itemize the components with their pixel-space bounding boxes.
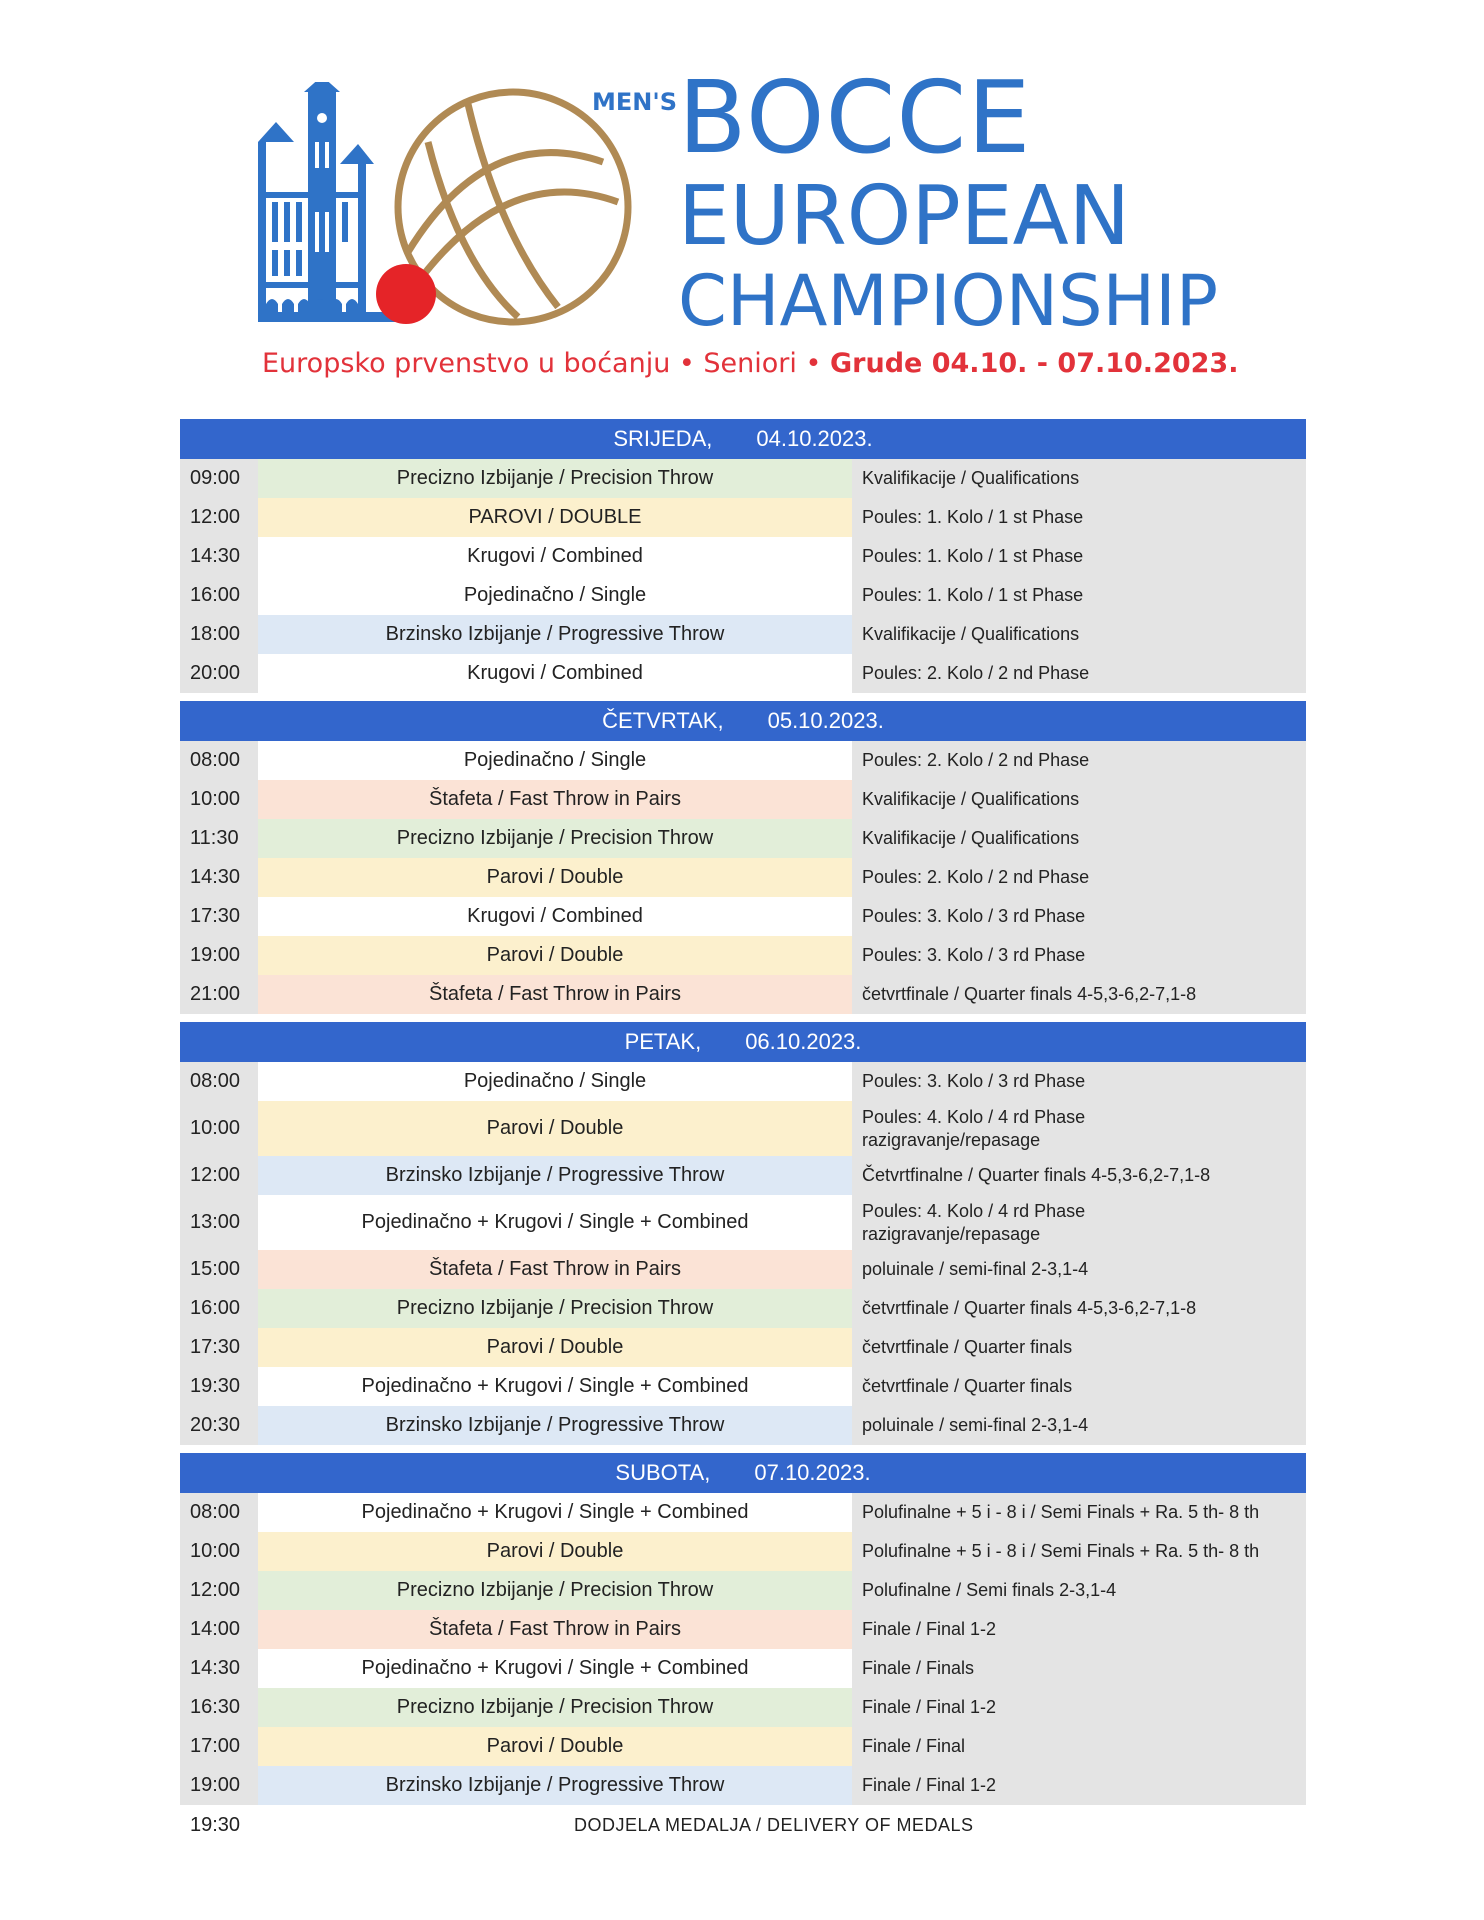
- row-phase: [852, 741, 1306, 780]
- row-phase-line: Poules: 1. Kolo / 1 st Phase: [862, 546, 1084, 566]
- row-phase-line: Poules: 3. Kolo / 3 rd Phase: [862, 945, 1086, 965]
- row-time: 12:00: [180, 1571, 258, 1610]
- schedule-row: [180, 975, 1306, 1014]
- row-phase: [852, 1195, 1306, 1250]
- title-line-1: BOCCE: [678, 59, 1032, 176]
- schedule-row: [180, 1250, 1306, 1289]
- row-phase-line: Kvalifikacije / Qualifications: [862, 624, 1080, 644]
- day-name: SUBOTA,: [615, 1460, 711, 1485]
- row-event: Pojedinačno + Krugovi / Single + Combined: [258, 1649, 852, 1688]
- row-phase: [852, 1688, 1306, 1727]
- schedule-row: [180, 1532, 1306, 1571]
- row-phase-line: Kvalifikacije / Qualifications: [862, 789, 1080, 809]
- row-phase-line: Poules: 4. Kolo / 4 rd Phase: [862, 1200, 1086, 1221]
- medals-row: [180, 1805, 1306, 1845]
- row-phase: [852, 858, 1306, 897]
- row-phase: [852, 1532, 1306, 1571]
- schedule-row: [180, 1101, 1306, 1156]
- row-event: Brzinsko Izbijanje / Progressive Throw: [258, 615, 852, 654]
- row-phase-line: Poules: 3. Kolo / 3 rd Phase: [862, 1071, 1086, 1091]
- row-phase: [852, 615, 1306, 654]
- row-time: 13:00: [180, 1195, 258, 1250]
- row-phase: [852, 1406, 1306, 1445]
- row-phase: [852, 1328, 1306, 1367]
- row-phase: [852, 1156, 1306, 1195]
- row-phase: [852, 576, 1306, 615]
- schedule-row: [180, 576, 1306, 615]
- schedule-table: [180, 419, 1306, 1845]
- row-time: 19:00: [180, 936, 258, 975]
- schedule-row: [180, 1571, 1306, 1610]
- row-event: Krugovi / Combined: [258, 897, 852, 936]
- row-phase: [852, 1493, 1306, 1532]
- row-time: 16:30: [180, 1688, 258, 1727]
- row-event: Precizno Izbijanje / Precision Throw: [258, 819, 852, 858]
- row-event: Pojedinačno / Single: [258, 1062, 852, 1101]
- row-event: Krugovi / Combined: [258, 654, 852, 693]
- row-time: 16:00: [180, 1289, 258, 1328]
- row-event: Pojedinačno / Single: [258, 741, 852, 780]
- row-time: 10:00: [180, 780, 258, 819]
- day-date: 07.10.2023.: [754, 1460, 871, 1485]
- row-time: 21:00: [180, 975, 258, 1014]
- row-time: 12:00: [180, 498, 258, 537]
- day-header: [180, 1022, 1306, 1062]
- row-time: 08:00: [180, 1493, 258, 1532]
- row-time: 08:00: [180, 1062, 258, 1101]
- row-phase-line: Poules: 4. Kolo / 4 rd Phase: [862, 1106, 1086, 1127]
- row-time: 14:00: [180, 1610, 258, 1649]
- row-phase-line: Polufinalne + 5 i - 8 i / Semi Finals + Ra. 5 th- 8 th: [862, 1502, 1260, 1522]
- row-time: 14:30: [180, 858, 258, 897]
- row-phase: [852, 1571, 1306, 1610]
- schedule-row: [180, 1727, 1306, 1766]
- subtitle-dates: Grude 04.10. - 07.10.2023.: [830, 348, 1239, 379]
- row-event: Štafeta / Fast Throw in Pairs: [258, 780, 852, 819]
- row-phase-line: Poules: 2. Kolo / 2 nd Phase: [862, 663, 1090, 683]
- row-phase-line: poluinale / semi-final 2-3,1-4: [862, 1259, 1089, 1279]
- row-phase-line-2: razigravanje/repasage: [862, 1223, 1041, 1244]
- day-date: 06.10.2023.: [745, 1029, 862, 1054]
- day-name: ČETVRTAK,: [602, 708, 724, 733]
- day-name: SRIJEDA,: [613, 426, 713, 451]
- row-phase-line: četvrtfinale / Quarter finals 4-5,3-6,2-7,1-8: [862, 1298, 1197, 1318]
- mens-label: MEN'S: [592, 88, 677, 116]
- row-phase: [852, 1289, 1306, 1328]
- row-phase-line: Poules: 2. Kolo / 2 nd Phase: [862, 867, 1090, 887]
- schedule-row: [180, 1328, 1306, 1367]
- row-time: 14:30: [180, 537, 258, 576]
- schedule-row: [180, 498, 1306, 537]
- row-time: 11:30: [180, 819, 258, 858]
- schedule-row: [180, 654, 1306, 693]
- row-phase-line: Kvalifikacije / Qualifications: [862, 468, 1080, 488]
- schedule-row: [180, 819, 1306, 858]
- row-phase-line: Polufinalne / Semi finals 2-3,1-4: [862, 1580, 1117, 1600]
- schedule-row: [180, 1367, 1306, 1406]
- row-event: Brzinsko Izbijanje / Progressive Throw: [258, 1406, 852, 1445]
- row-time: 19:30: [180, 1367, 258, 1406]
- row-phase-line: Finale / Final: [862, 1736, 966, 1756]
- row-phase: [852, 654, 1306, 693]
- row-phase-line: Polufinalne + 5 i - 8 i / Semi Finals + Ra. 5 th- 8 th: [862, 1541, 1260, 1561]
- row-phase: [852, 936, 1306, 975]
- row-event: Parovi / Double: [258, 1727, 852, 1766]
- row-time: 14:30: [180, 1649, 258, 1688]
- schedule-row: [180, 897, 1306, 936]
- medals-text: DODJELA MEDALJA / DELIVERY OF MEDALS: [574, 1814, 974, 1835]
- row-phase: [852, 1766, 1306, 1805]
- row-event: Parovi / Double: [258, 1532, 852, 1571]
- row-phase-line: Kvalifikacije / Qualifications: [862, 828, 1080, 848]
- row-time: 12:00: [180, 1156, 258, 1195]
- row-phase-line: Finale / Final 1-2: [862, 1775, 997, 1795]
- row-time: 10:00: [180, 1532, 258, 1571]
- row-event: Štafeta / Fast Throw in Pairs: [258, 975, 852, 1014]
- schedule-row: [180, 1195, 1306, 1250]
- row-event: Precizno Izbijanje / Precision Throw: [258, 1289, 852, 1328]
- row-time: 08:00: [180, 741, 258, 780]
- day-gap: [180, 1014, 1306, 1022]
- row-event: Pojedinačno + Krugovi / Single + Combined: [258, 1493, 852, 1532]
- schedule-row: [180, 858, 1306, 897]
- row-event: Precizno Izbijanje / Precision Throw: [258, 1688, 852, 1727]
- row-phase: [852, 897, 1306, 936]
- row-event: Precizno Izbijanje / Precision Throw: [258, 459, 852, 498]
- header: [0, 0, 1484, 400]
- row-time: 20:00: [180, 654, 258, 693]
- row-time: 10:00: [180, 1101, 258, 1156]
- row-phase: [852, 1250, 1306, 1289]
- schedule-row: [180, 741, 1306, 780]
- day-header: [180, 1453, 1306, 1493]
- row-phase-line: Finale / Finals: [862, 1658, 975, 1678]
- schedule-row: [180, 537, 1306, 576]
- row-time: 09:00: [180, 459, 258, 498]
- day-gap: [180, 693, 1306, 701]
- row-phase: [852, 498, 1306, 537]
- row-event: Pojedinačno + Krugovi / Single + Combined: [258, 1195, 852, 1250]
- row-event: Parovi / Double: [258, 858, 852, 897]
- row-event: Štafeta / Fast Throw in Pairs: [258, 1250, 852, 1289]
- row-event: PAROVI / DOUBLE: [258, 498, 852, 537]
- day-header: [180, 701, 1306, 741]
- row-event: Krugovi / Combined: [258, 537, 852, 576]
- row-phase-line: Četvrtfinalne / Quarter finals 4-5,3-6,2-7,1-8: [862, 1165, 1211, 1185]
- row-phase: [852, 1727, 1306, 1766]
- schedule-row: [180, 1062, 1306, 1101]
- schedule-row: [180, 615, 1306, 654]
- day-date: 04.10.2023.: [756, 426, 873, 451]
- row-time: 16:00: [180, 576, 258, 615]
- row-phase-line: Finale / Final 1-2: [862, 1697, 997, 1717]
- row-event: Parovi / Double: [258, 1101, 852, 1156]
- schedule-row: [180, 1156, 1306, 1195]
- day-gap: [180, 1445, 1306, 1453]
- row-event: Pojedinačno / Single: [258, 576, 852, 615]
- row-phase-line: četvrtfinale / Quarter finals 4-5,3-6,2-7,1-8: [862, 984, 1197, 1004]
- title-line-2: EUROPEAN: [678, 169, 1131, 264]
- title-line-3: CHAMPIONSHIP: [678, 260, 1219, 342]
- subtitle-text: Europsko prvenstvo u boćanju • Seniori •: [262, 348, 830, 379]
- row-phase: [852, 537, 1306, 576]
- row-event: Parovi / Double: [258, 1328, 852, 1367]
- row-event: Brzinsko Izbijanje / Progressive Throw: [258, 1766, 852, 1805]
- row-phase-line: četvrtfinale / Quarter finals: [862, 1337, 1073, 1357]
- row-phase: [852, 1367, 1306, 1406]
- row-phase: [852, 1649, 1306, 1688]
- schedule-row: [180, 1493, 1306, 1532]
- row-event: Brzinsko Izbijanje / Progressive Throw: [258, 1156, 852, 1195]
- schedule-row: [180, 1289, 1306, 1328]
- row-phase-line: Poules: 3. Kolo / 3 rd Phase: [862, 906, 1086, 926]
- day-header: [180, 419, 1306, 459]
- row-phase: [852, 1062, 1306, 1101]
- schedule-row: [180, 1688, 1306, 1727]
- row-phase: [852, 780, 1306, 819]
- schedule-row: [180, 936, 1306, 975]
- schedule-row: [180, 1406, 1306, 1445]
- schedule-row: [180, 1649, 1306, 1688]
- row-phase: [852, 975, 1306, 1014]
- row-time: 17:30: [180, 1328, 258, 1367]
- schedule-row: [180, 1610, 1306, 1649]
- row-phase-line: Poules: 1. Kolo / 1 st Phase: [862, 507, 1084, 527]
- row-phase-line-2: razigravanje/repasage: [862, 1129, 1041, 1150]
- row-phase-line: poluinale / semi-final 2-3,1-4: [862, 1415, 1089, 1435]
- row-time: 15:00: [180, 1250, 258, 1289]
- row-phase-line: Finale / Final 1-2: [862, 1619, 997, 1639]
- row-phase-line: Poules: 2. Kolo / 2 nd Phase: [862, 750, 1090, 770]
- subtitle: [262, 348, 1238, 379]
- medals-time: 19:30: [180, 1805, 258, 1845]
- row-time: 18:00: [180, 615, 258, 654]
- row-phase-line: Poules: 1. Kolo / 1 st Phase: [862, 585, 1084, 605]
- row-phase: [852, 459, 1306, 498]
- row-event: Precizno Izbijanje / Precision Throw: [258, 1571, 852, 1610]
- day-name: PETAK,: [624, 1029, 702, 1054]
- schedule-row: [180, 1766, 1306, 1805]
- bocce-logo-icon: [258, 82, 658, 332]
- row-time: 17:00: [180, 1727, 258, 1766]
- row-phase: [852, 819, 1306, 858]
- row-time: 20:30: [180, 1406, 258, 1445]
- row-phase: [852, 1101, 1306, 1156]
- schedule-row: [180, 459, 1306, 498]
- row-event: Parovi / Double: [258, 936, 852, 975]
- schedule-row: [180, 780, 1306, 819]
- row-phase: [852, 1610, 1306, 1649]
- row-time: 17:30: [180, 897, 258, 936]
- row-event: Pojedinačno + Krugovi / Single + Combined: [258, 1367, 852, 1406]
- row-time: 19:00: [180, 1766, 258, 1805]
- day-date: 05.10.2023.: [767, 708, 884, 733]
- row-event: Štafeta / Fast Throw in Pairs: [258, 1610, 852, 1649]
- row-phase-line: četvrtfinale / Quarter finals: [862, 1376, 1073, 1396]
